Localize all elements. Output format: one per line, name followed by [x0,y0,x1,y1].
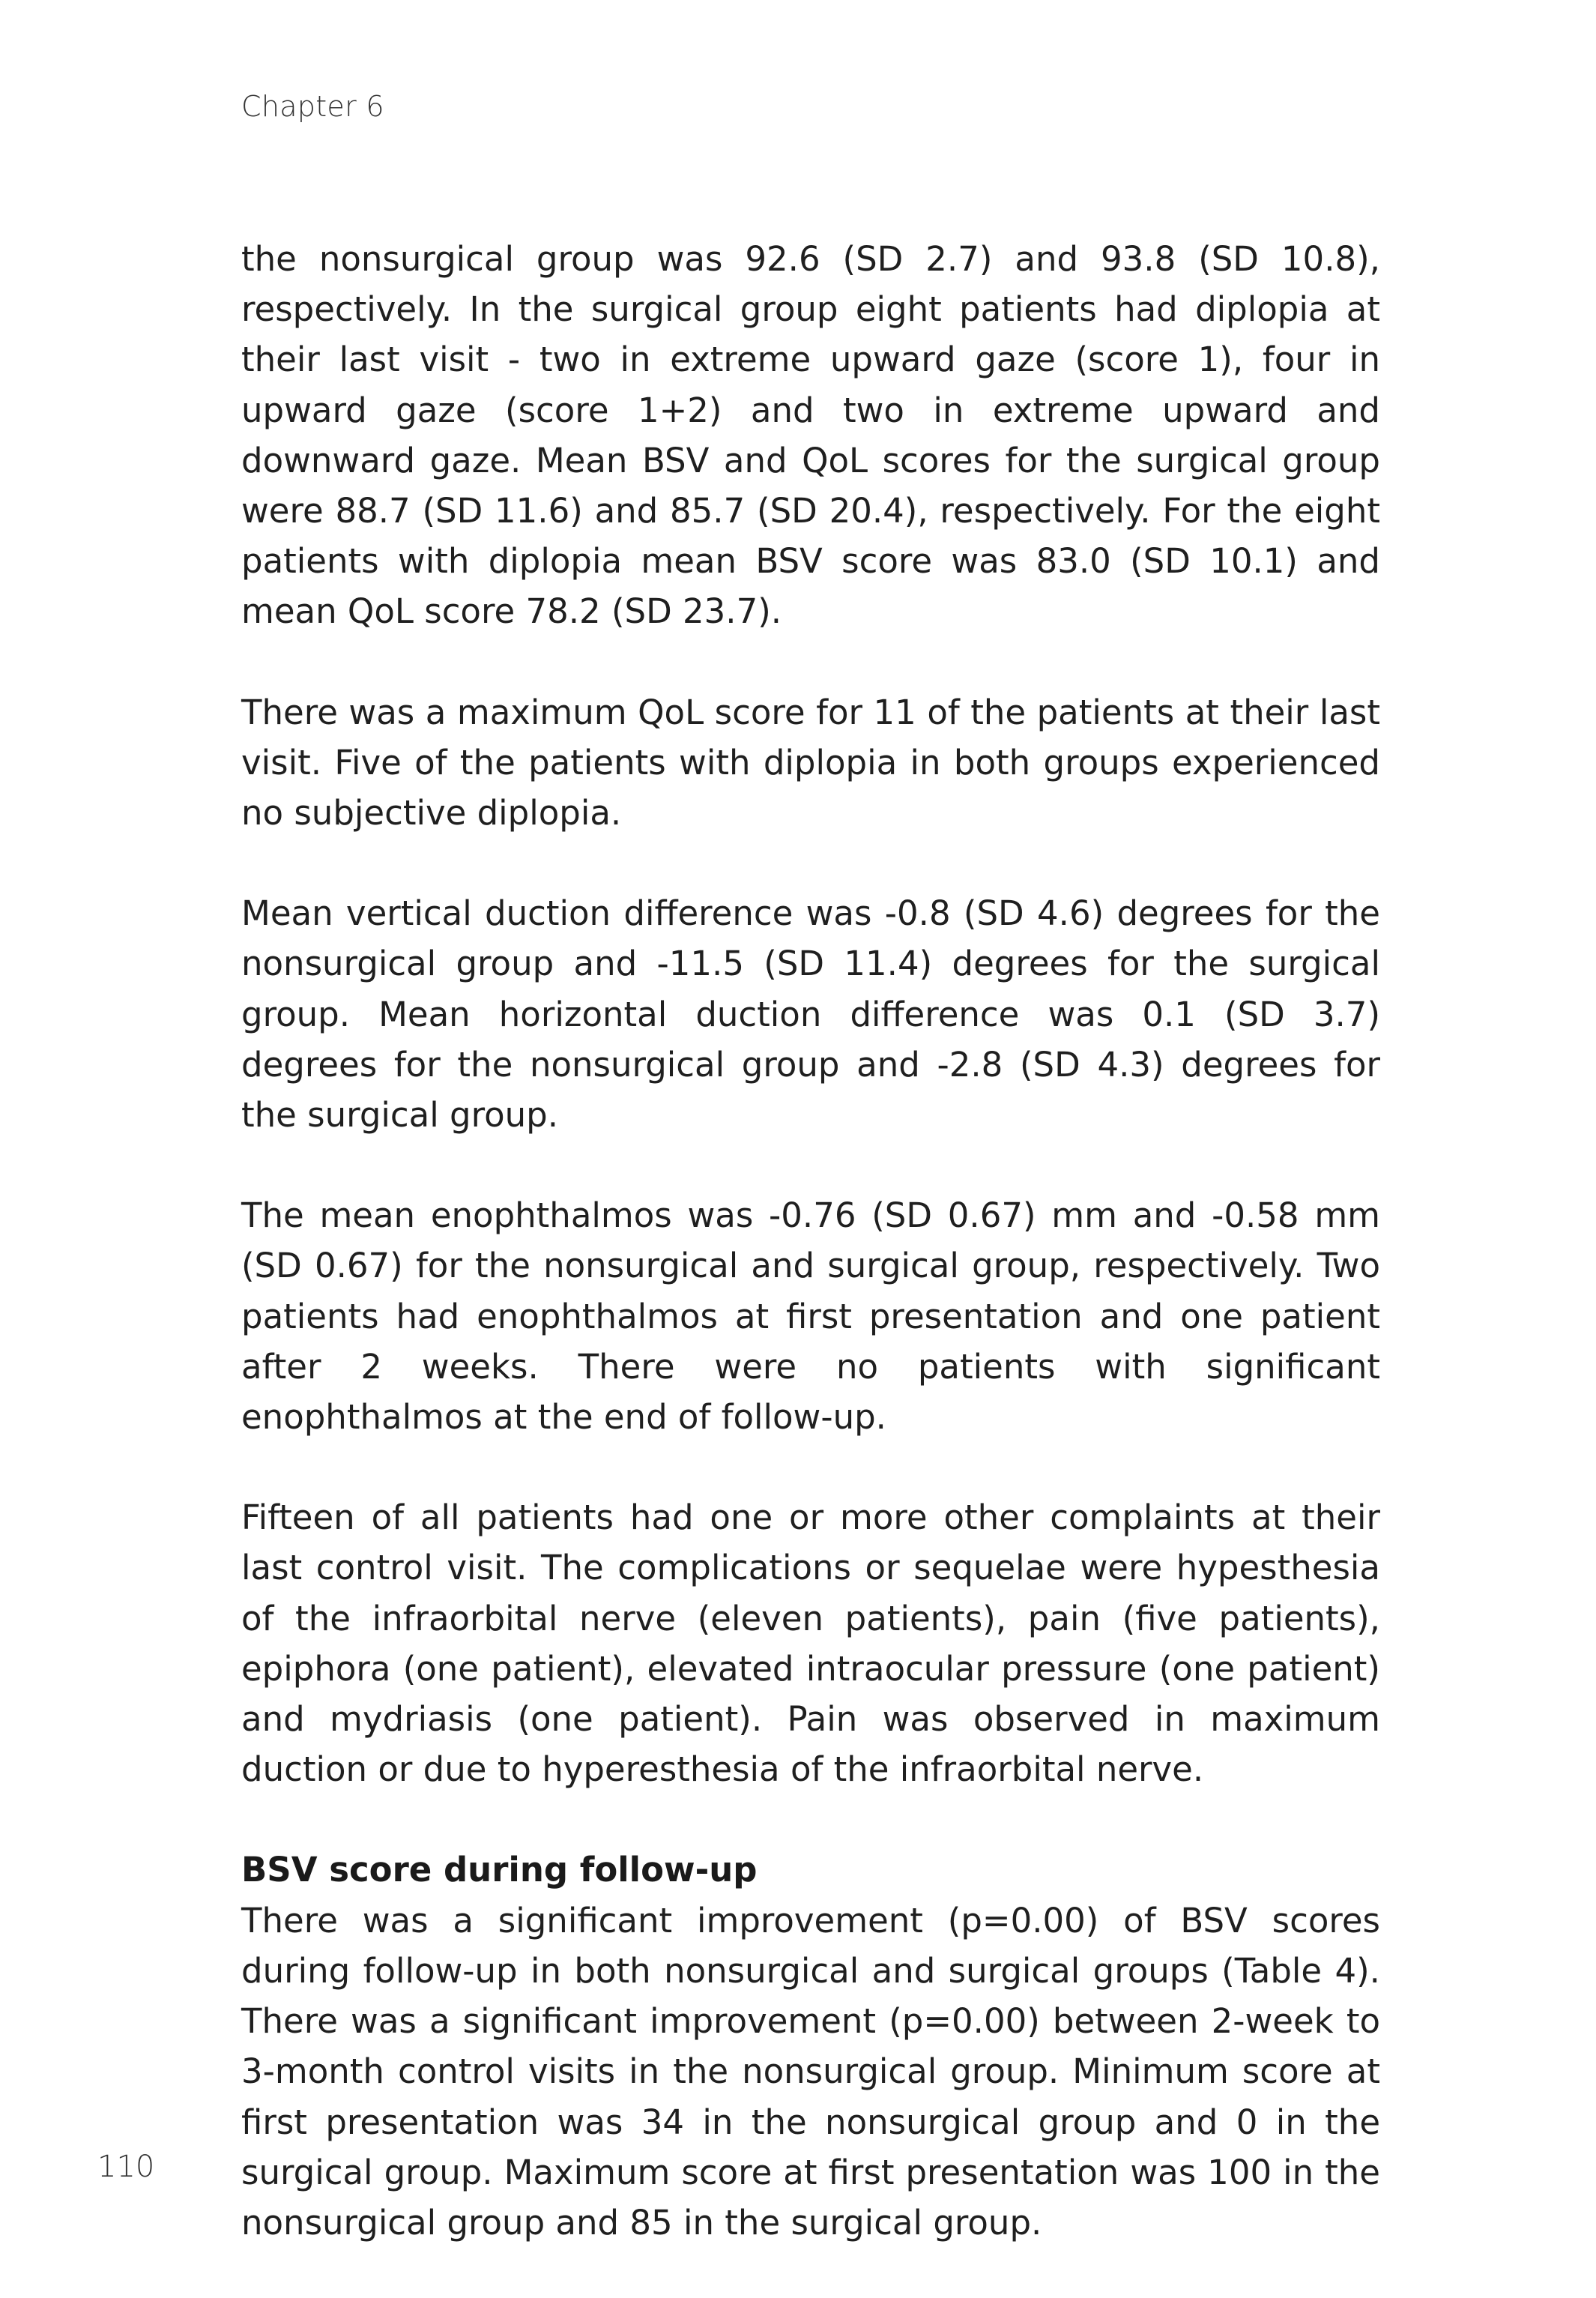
paragraph-bsv-follow-up: There was a significant improvement (p=0.00) of BSV scores during follow-up in both nonsurgical and surgical groups (Table 4). There was a significant improvement (p=0.00) between 2-week to 3-month control visits in the nonsurgical group. Minimum score at first presentation was 34 in the nonsurgical group and 0 in the surgical group. Maximum score at first presentation was 100 in the nonsurgical group and 85 in the surgical group. [241,1900,1380,2243]
paragraph-duction-difference: Mean vertical duction difference was -0.8 (SD 4.6) degrees for the nonsurgical group and -11.5 (SD 11.4) degrees for the surgical group. Mean horizontal duction difference was 0.1 (SD 3.7) degrees for the nonsurgical group and -2.8 (SD 4.3) degrees for the surgical group. [241,893,1380,1136]
paragraph-enophthalmos: The mean enophthalmos was -0.76 (SD 0.67) mm and -0.58 mm (SD 0.67) for the nonsurgical and surgical group, respectively. Two patients had enophthalmos at first presentation and one patient after 2 weeks. There were no patients with significant enophthalmos at the end of follow-up. [241,1195,1380,1438]
body-text [241,234,1380,2298]
paragraph-max-qol: There was a maximum QoL score for 11 of the patients at their last visit. Five of the patients with diplopia in both groups experienced no subjective diplopia. [241,692,1380,833]
paragraph-complications: Fifteen of all patients had one or more other complaints at their last control visit. The complications or sequelae were hypesthesia of the infraorbital nerve (eleven patients), pain (five patients), epiphora (one patient), elevated intraocular pressure (one patient) and mydriasis (one patient). Pain was observed in maximum duction or due to hyperesthesia of the infraorbital nerve. [241,1498,1380,1790]
section-heading: BSV score during follow-up [241,1850,758,1890]
paragraph-bsv-qol-scores: the nonsurgical group was 92.6 (SD 2.7) and 93.8 (SD 10.8), respectively. In the surgical group eight patients had diplopia at their last visit - two in extreme upward gaze (score 1), four in upward gaze (score 1+2) and two in extreme upward and downward gaze. Mean BSV and QoL scores for the surgical group were 88.7 (SD 11.6) and 85.7 (SD 20.4), respectively. For the eight patients with diplopia mean BSV score was 83.0 (SD 10.1) and mean QoL score 78.2 (SD 23.7). [241,239,1380,632]
page-number: 110 [97,2150,155,2184]
running-head: Chapter 6 [241,90,384,123]
